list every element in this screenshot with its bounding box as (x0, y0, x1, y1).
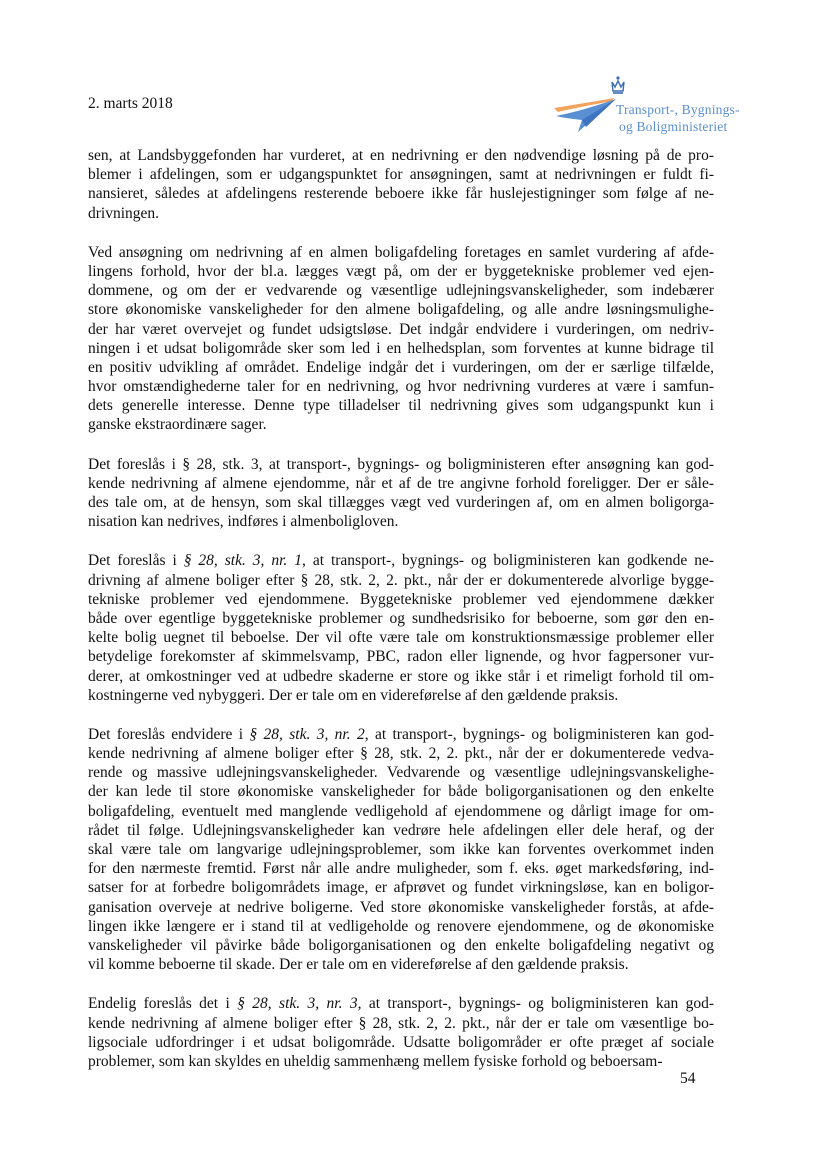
text-line: Det foreslås i § 28, stk. 3, at transport-, bygnings- og boligministeren efter ansøgning kan god- (88, 455, 714, 473)
ministry-name (616, 101, 740, 135)
text-line: derer, at omkostninger ved at udbedre skaderne er store og ikke står i et rimeligt forhold til om- (88, 667, 714, 685)
paragraph (88, 455, 714, 532)
text-line: Det foreslås endvidere i § 28, stk. 3, nr. 2, at transport-, bygnings- og boligministeren kan god- (88, 725, 714, 743)
text-line: lingens forhold, hvor der bl.a. lægges vægt på, om der er byggetekniske problemer ved ejen- (88, 262, 714, 280)
text-line: vil komme beboerne til skade. Der er tale om en videreførelse af den gældende praksis. (88, 956, 629, 974)
text-line: blemer i afdelingen, som er udgangspunktet for ansøgningen, samt at nedrivningen er fuldt fi- (88, 166, 714, 184)
text-line: ningen i et udsat boligområde sker som led i en helhedsplan, som forventes at kunne bidrage til (88, 339, 714, 357)
text-line: store økonomiske vanskeligheder for den almene boligafdeling, og alle andre løsningsmulighe- (88, 301, 714, 319)
text-line: ganske ekstraordinære sager. (88, 416, 267, 434)
text-line: dommene, og om der er vedvarende og væsentlige udlejningsvanskeligheder, som indebærer (88, 282, 714, 300)
text-line: dets generelle interesse. Denne type tilladelser til nedrivning gives som udgangspunkt kun i (88, 397, 714, 415)
text-line: lingen ikke længere er i stand til at vedligeholde og renovere ejendommene, og de økonomiske (88, 917, 714, 935)
text-line: kostningerne ved nybyggeri. Der er tale om en videreførelse af den gældende praksis. (88, 686, 619, 704)
paragraph (88, 725, 714, 974)
text-line: der har været overvejet og fundet udsigtsløse. Det indgår endvidere i vurderingen, om nedriv- (88, 320, 714, 338)
page-number: 54 (680, 1070, 696, 1087)
paragraph (88, 146, 714, 223)
text-line: betydelige forekomster af skimmelsvamp, PBC, radon eller lignende, og hvor fagpersoner vur- (88, 648, 714, 666)
document-date: 2. marts 2018 (88, 95, 173, 112)
text-line: ligsociale udfordringer i et udsat boligområde. Udsatte boligområder er ofte præget af sociale (88, 1033, 714, 1051)
text-line: skal være tale om langvarige udlejningsproblemer, som ikke kan forventes overkommet inden (88, 841, 714, 858)
text-line: nansieret, således at afdelingens resterende beboere ikke får huslejestigninger som følge af ne- (88, 185, 714, 203)
ministry-logo (552, 72, 762, 142)
text-line: boligafdeling, eventuelt med manglende vedligehold af ejendommene og dårligt image for om- (88, 802, 714, 820)
text-line: drivning af almene boliger efter § 28, stk. 2, 2. pkt., når der er dokumenterede alvorlige bygge- (88, 571, 714, 589)
text-line: rende og massive udlejningsvanskeligheder. Vedvarende og væsentlige udlejningsvanskelighe- (88, 764, 714, 782)
paragraph (88, 243, 714, 435)
text-line: tekniske problemer ved ejendommene. Byggetekniske problemer ved ejendommene dækker (88, 590, 714, 608)
ministry-name-line-1: Transport-, Bygnings- (616, 102, 740, 117)
text-line: kende nedrivning af almene ejendomme, når et af de tre angivne forhold foreligger. Der er såle- (88, 474, 714, 492)
text-line: både over egentlige byggetekniske problemer og sundhedsrisiko for beboerne, som gør den en- (88, 609, 714, 627)
text-line: kelte bolig uegnet til beboelse. Der vil ofte være tale om konstruktionsmæssige problemer eller (88, 629, 714, 647)
ministry-name-line-2: og Boligministeriet (619, 119, 728, 134)
text-line: der kan lede til store økonomiske vanskeligheder for både boligorganisationen og den enkelte (88, 783, 714, 801)
text-line: satser for at forbedre boligområdets image, er afprøvet og fundet virkningsløse, kan en boligor- (88, 879, 714, 897)
text-line: problemer, som kan skyldes en uheldig sammenhæng mellem fysiske forhold og beboersam- (88, 1052, 663, 1070)
paragraph (88, 551, 714, 705)
text-line: ganisation overveje at nedrive boligerne. Ved store økonomiske vanskeligheder forstås, at afde- (88, 898, 714, 916)
text-line: kende nedrivning af almene boliger efter § 28, stk. 2, 2. pkt., når der er tale om væsentlige bo- (88, 1014, 714, 1032)
text-line: rådet til følge. Udlejningsvanskeligheder kan vedrøre hele afdelingen eller dele heraf, og der (88, 821, 714, 839)
document-body (88, 146, 714, 1091)
text-line: Det foreslås i § 28, stk. 3, nr. 1, at transport-, bygnings- og boligministeren kan godkende ne- (88, 552, 714, 570)
text-line: des tale om, at de hensyn, som skal tillægges vægt ved vurderingen af, om en almen boligorga- (88, 494, 714, 511)
text-line: hvor omstændighederne taler for en nedrivning, og hvor nedrivning vurderes at være i samfun- (88, 378, 714, 396)
paragraph (88, 994, 714, 1071)
text-line: vanskeligheder vil påvirke både boligorganisationen og den enkelte boligafdeling negativt og (88, 936, 714, 954)
text-line: Ved ansøgning om nedrivning af en almen boligafdeling foretages en samlet vurdering af afde- (88, 243, 714, 261)
text-line: for den nærmeste fremtid. Først når alle andre muligheder, som f. eks. øget markedsføring, ind- (88, 860, 714, 878)
text-line: sen, at Landsbyggefonden har vurderet, at en nedrivning er den nødvendige løsning på de pro- (88, 147, 714, 164)
text-line: kende nedrivning af almene boliger efter § 28, stk. 2, 2. pkt., når der er dokumenterede vedva- (88, 745, 714, 763)
text-line: drivningen. (88, 204, 160, 222)
crown-icon (612, 76, 624, 93)
text-line: Endelig foreslås det i § 28, stk. 3, nr. 3, at transport-, bygnings- og boligministeren kan god- (88, 995, 715, 1013)
text-line: en positiv udvikling af området. Endelige indgår det i vurderingen, om der er særlige tilfælde, (88, 358, 714, 376)
text-line: nisation kan nedrives, indføres i almenboligloven. (88, 513, 399, 531)
